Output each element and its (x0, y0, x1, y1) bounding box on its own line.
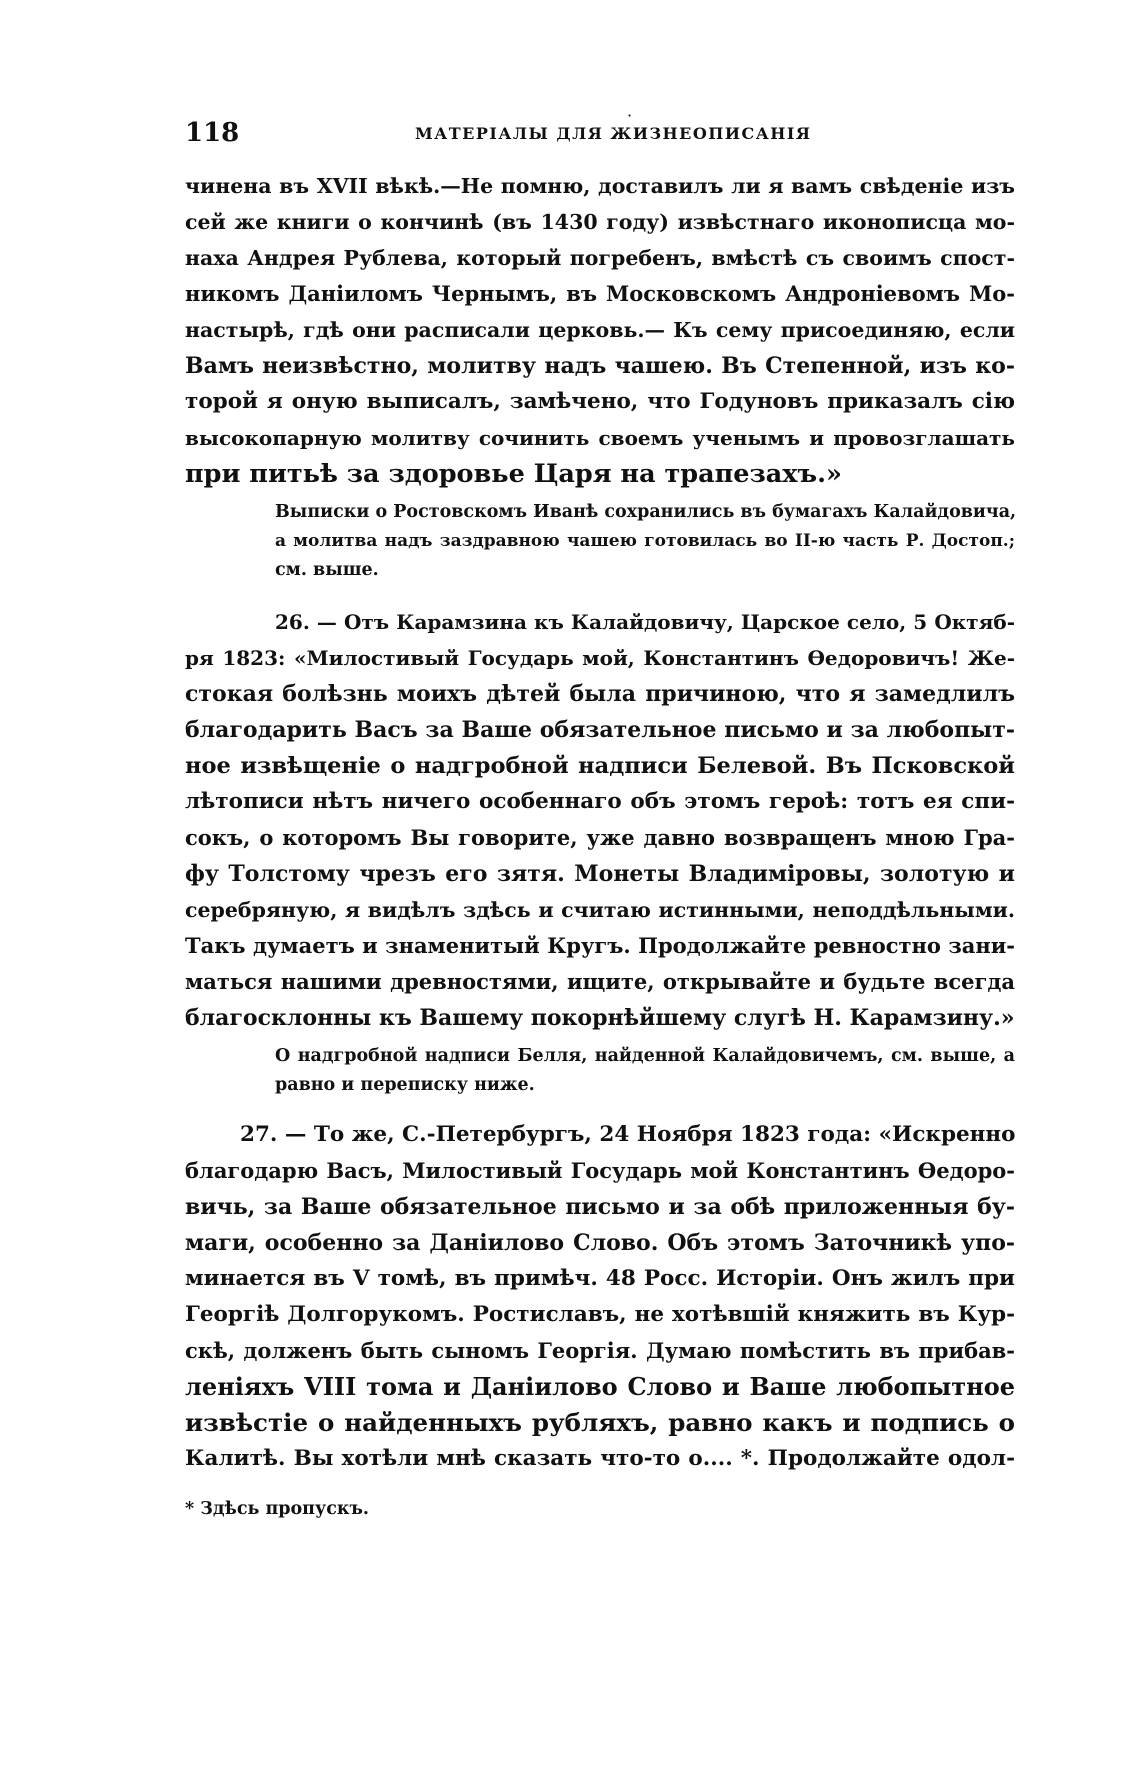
text-line: настырѣ, гдѣ они расписали церковь.— Къ сему присоединяю, если (185, 318, 1015, 342)
text-line: минается въ V томѣ, въ примѣч. 48 Росс. Исторіи. Онъ жилъ при (185, 1266, 1015, 1291)
text-line: Георгіѣ Долгорукомъ. Ростиславъ, не хотѣвшій княжить въ Кур- (185, 1302, 1015, 1327)
running-title: МАТЕРІАЛЫ ДЛЯ ЖИЗНЕОПИСАНІЯ (415, 124, 812, 143)
running-head: · 118 МАТЕРІАЛЫ ДЛЯ ЖИЗНЕОПИСАНІЯ (185, 106, 812, 148)
page-number: 118 (185, 118, 240, 148)
letter-heading-26: 26. — Отъ Карамзина къ Калайдовичу, Царское село, 5 Октяб- (275, 610, 1015, 634)
note-line: равно и переписку ниже. (275, 1075, 535, 1095)
text-line: никомъ Даніиломъ Чернымъ, въ Московскомъ Андроніевомъ Мо- (185, 281, 1015, 306)
note-line: см. выше. (275, 560, 379, 580)
letter-heading-27: 27. — То же, С.-Петербургъ, 24 Ноября 1823 года: «Искренно (240, 1122, 1016, 1147)
text-line: чинена въ XVII вѣкѣ.—Не помню, доставилъ ли я вамъ свѣденіе изъ (185, 174, 1015, 198)
text-line: торой я оную выписалъ, замѣчено, что Годуновъ приказалъ сію (185, 389, 1015, 414)
text-line: Такъ думаетъ и знаменитый Кругъ. Продолжайте ревностно зани- (185, 933, 1015, 958)
text-line: маги, особенно за Даніилово Слово. Объ этомъ Заточникѣ упо- (185, 1230, 1015, 1256)
text-line: извѣстіе о найденныхъ рубляхъ, равно какъ и подпись о (185, 1408, 1015, 1437)
text-line: стокая болѣзнь моихъ дѣтей была причиною, что я замедлилъ (185, 681, 1015, 707)
text-line: вичь, за Ваше обязательное письмо и за обѣ приложенныя бу- (185, 1194, 1015, 1220)
note-line: Выписки о Ростовскомъ Иванѣ сохранились въ бумагахъ Калайдовича, (275, 502, 1017, 522)
text-line: маться нашими древностями, ищите, открывайте и будьте всегда (185, 969, 1015, 994)
text-line: при питьѣ за здоровье Царя на трапезахъ.» (185, 459, 842, 489)
text-line: благодарить Васъ за Ваше обязательное письмо и за любопыт- (185, 717, 1015, 743)
text-line: фу Толстому чрезъ его зятя. Монеты Владиміровы, золотую и (185, 861, 1015, 887)
footnote: * Здѣсь пропускъ. (185, 1499, 369, 1519)
text-line: благосклонны къ Вашему покорнѣйшему слугѣ Н. Карамзину.» (185, 1005, 1015, 1031)
text-line: Вамъ неизвѣстно, молитву надъ чашею. Въ Степенной, изъ ко- (185, 353, 1015, 379)
text-line: лѣтописи нѣтъ ничего особеннаго объ этомъ героѣ: тотъ ея спи- (185, 789, 1015, 814)
text-line: благодарю Васъ, Милостивый Государь мой Константинъ Ѳедоро- (185, 1158, 1015, 1183)
note-line: а молитва надъ заздравною чашею готовилась во II-ю часть Р. Достоп.; (275, 531, 1015, 551)
text-line: серебряную, я видѣлъ здѣсь и считаю истинными, неподдѣльными. (185, 898, 1015, 922)
text-line: ное извѣщеніе о надгробной надписи Белевой. Въ Псковской (185, 753, 1015, 779)
text-line: ря 1823: «Милостивый Государь мой, Константинъ Ѳедоровичъ! Же- (185, 646, 1015, 670)
text-line: наха Андрея Рублева, который погребенъ, вмѣстѣ съ своимъ спост- (185, 246, 1015, 270)
note-line: О надгробной надписи Белля, найденной Калайдовичемъ, см. выше, а (275, 1046, 1015, 1066)
text-line: сокъ, о которомъ Вы говорите, уже давно возвращенъ мною Гра- (185, 825, 1015, 850)
text-line: высокопарную молитву сочинить своемъ ученымъ и провозглашать (185, 426, 1015, 450)
text-line: сей же книги о кончинѣ (въ 1430 году) извѣстнаго иконописца мо- (185, 210, 1015, 234)
text-line: Калитѣ. Вы хотѣли мнѣ сказать что-то о.... *. Продолжайте одол- (185, 1446, 1015, 1471)
text-line: леніяхъ VIII тома и Даніилово Слово и Ваше любопытное (185, 1372, 1015, 1401)
text-line: скѣ, долженъ быть сыномъ Георгія. Думаю помѣстить въ прибав- (185, 1338, 1015, 1363)
